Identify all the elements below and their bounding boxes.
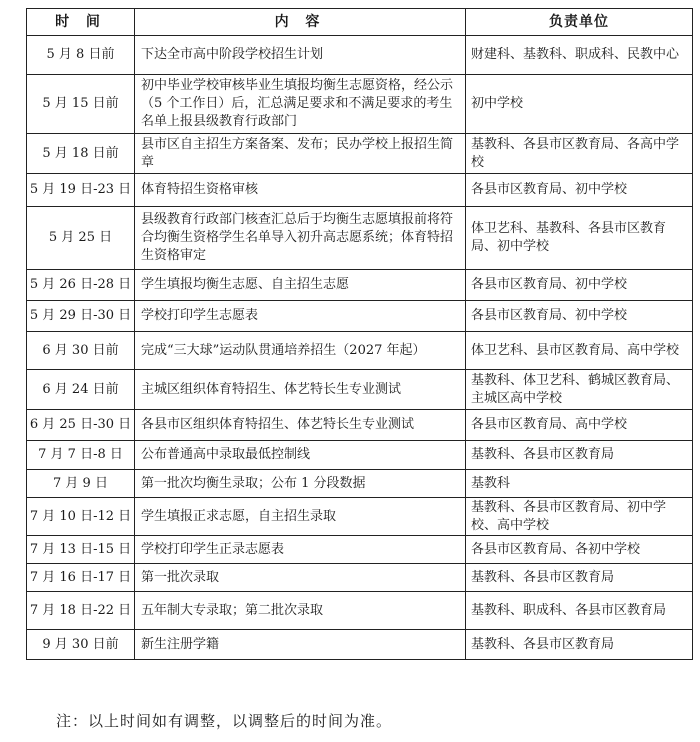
table-row: [27, 134, 693, 174]
row-unit: 基教科、体卫艺科、鹤城区教育局、主城区高中学校: [466, 370, 693, 410]
table-row: [27, 441, 693, 470]
row-unit: 体卫艺科、县市区教育局、高中学校: [466, 332, 693, 370]
row-content: 公布普通高中录取最低控制线: [135, 441, 466, 470]
row-content: 第一批次录取: [135, 564, 466, 592]
table-row: [27, 270, 693, 301]
row-content: 学生填报正求志愿，自主招生录取: [135, 498, 466, 536]
row-content: 第一批次均衡生录取；公布 1 分段数据: [135, 470, 466, 498]
table-row: [27, 301, 693, 332]
row-time: 7 月 16 日-17 日: [27, 564, 135, 592]
row-time: 5 月 8 日前: [27, 36, 135, 75]
row-content: 县市区自主招生方案备案、发布；民办学校上报招生简章: [135, 134, 466, 174]
row-time: 7 月 10 日-12 日: [27, 498, 135, 536]
row-time: 6 月 30 日前: [27, 332, 135, 370]
row-unit: 基教科、职成科、各县市区教育局: [466, 592, 693, 630]
table-row: [27, 630, 693, 660]
row-unit: 基教科、各县市区教育局: [466, 564, 693, 592]
row-content: 体育特招生资格审核: [135, 174, 466, 207]
row-time: 5 月 29 日-30 日: [27, 301, 135, 332]
row-content: 各县市区组织体育特招生、体艺特长生专业测试: [135, 410, 466, 441]
table-row: [27, 174, 693, 207]
row-time: 5 月 15 日前: [27, 75, 135, 134]
row-unit: 各县市区教育局、各初中学校: [466, 536, 693, 564]
row-content: 五年制大专录取；第二批次录取: [135, 592, 466, 630]
row-time: 9 月 30 日前: [27, 630, 135, 660]
table-row: [27, 370, 693, 410]
table-row: [27, 36, 693, 75]
row-content: 新生注册学籍: [135, 630, 466, 660]
row-content: 学校打印学生志愿表: [135, 301, 466, 332]
row-unit: 各县市区教育局、初中学校: [466, 301, 693, 332]
row-unit: 各县市区教育局、高中学校: [466, 410, 693, 441]
table-row: [27, 207, 693, 270]
row-unit: 基教科、各县市区教育局、各高中学校: [466, 134, 693, 174]
row-unit: 基教科、各县市区教育局: [466, 441, 693, 470]
row-content: 学校打印学生正录志愿表: [135, 536, 466, 564]
table-row: [27, 470, 693, 498]
row-unit: 体卫艺科、基教科、各县市区教育局、初中学校: [466, 207, 693, 270]
table-body: [27, 36, 693, 660]
row-time: 7 月 18 日-22 日: [27, 592, 135, 630]
table-row: [27, 536, 693, 564]
row-unit: 基教科、各县市区教育局、初中学校、高中学校: [466, 498, 693, 536]
row-unit: 基教科、各县市区教育局: [466, 630, 693, 660]
row-content: 学生填报均衡生志愿、自主招生志愿: [135, 270, 466, 301]
row-time: 7 月 13 日-15 日: [27, 536, 135, 564]
table-row: [27, 564, 693, 592]
row-unit: 各县市区教育局、初中学校: [466, 270, 693, 301]
row-unit: 各县市区教育局、初中学校: [466, 174, 693, 207]
table-row: [27, 498, 693, 536]
table-row: [27, 410, 693, 441]
header-unit: 负责单位: [466, 9, 693, 36]
row-unit: 初中学校: [466, 75, 693, 134]
table-row: [27, 75, 693, 134]
row-content: 县级教育行政部门核查汇总后于均衡生志愿填报前将符合均衡生资格学生名单导入初升高志愿系统；体育特招生资格审定: [135, 207, 466, 270]
table-row: [27, 592, 693, 630]
row-content: 主城区组织体育特招生、体艺特长生专业测试: [135, 370, 466, 410]
row-time: 5 月 18 日前: [27, 134, 135, 174]
row-time: 6 月 25 日-30 日: [27, 410, 135, 441]
row-time: 5 月 19 日-23 日: [27, 174, 135, 207]
row-unit: 财建科、基教科、职成科、民教中心: [466, 36, 693, 75]
row-time: 5 月 26 日-28 日: [27, 270, 135, 301]
header-time: 时 间: [27, 9, 135, 36]
header-content: 内 容: [135, 9, 466, 36]
row-unit: 基教科: [466, 470, 693, 498]
row-time: 7 月 7 日-8 日: [27, 441, 135, 470]
table-header-row: [27, 9, 693, 36]
table-row: [27, 332, 693, 370]
row-content: 初中毕业学校审核毕业生填报均衡生志愿资格，经公示（5 个工作日）后，汇总满足要求和不满足要求的考生名单上报县级教育行政部门: [135, 75, 466, 134]
row-content: 下达全市高中阶段学校招生计划: [135, 36, 466, 75]
row-time: 6 月 24 日前: [27, 370, 135, 410]
schedule-table: [26, 8, 693, 660]
row-time: 7 月 9 日: [27, 470, 135, 498]
footnote: 注：以上时间如有调整，以调整后的时间为准。: [56, 712, 393, 730]
row-content: 完成“三大球”运动队贯通培养招生（2027 年起）: [135, 332, 466, 370]
row-time: 5 月 25 日: [27, 207, 135, 270]
